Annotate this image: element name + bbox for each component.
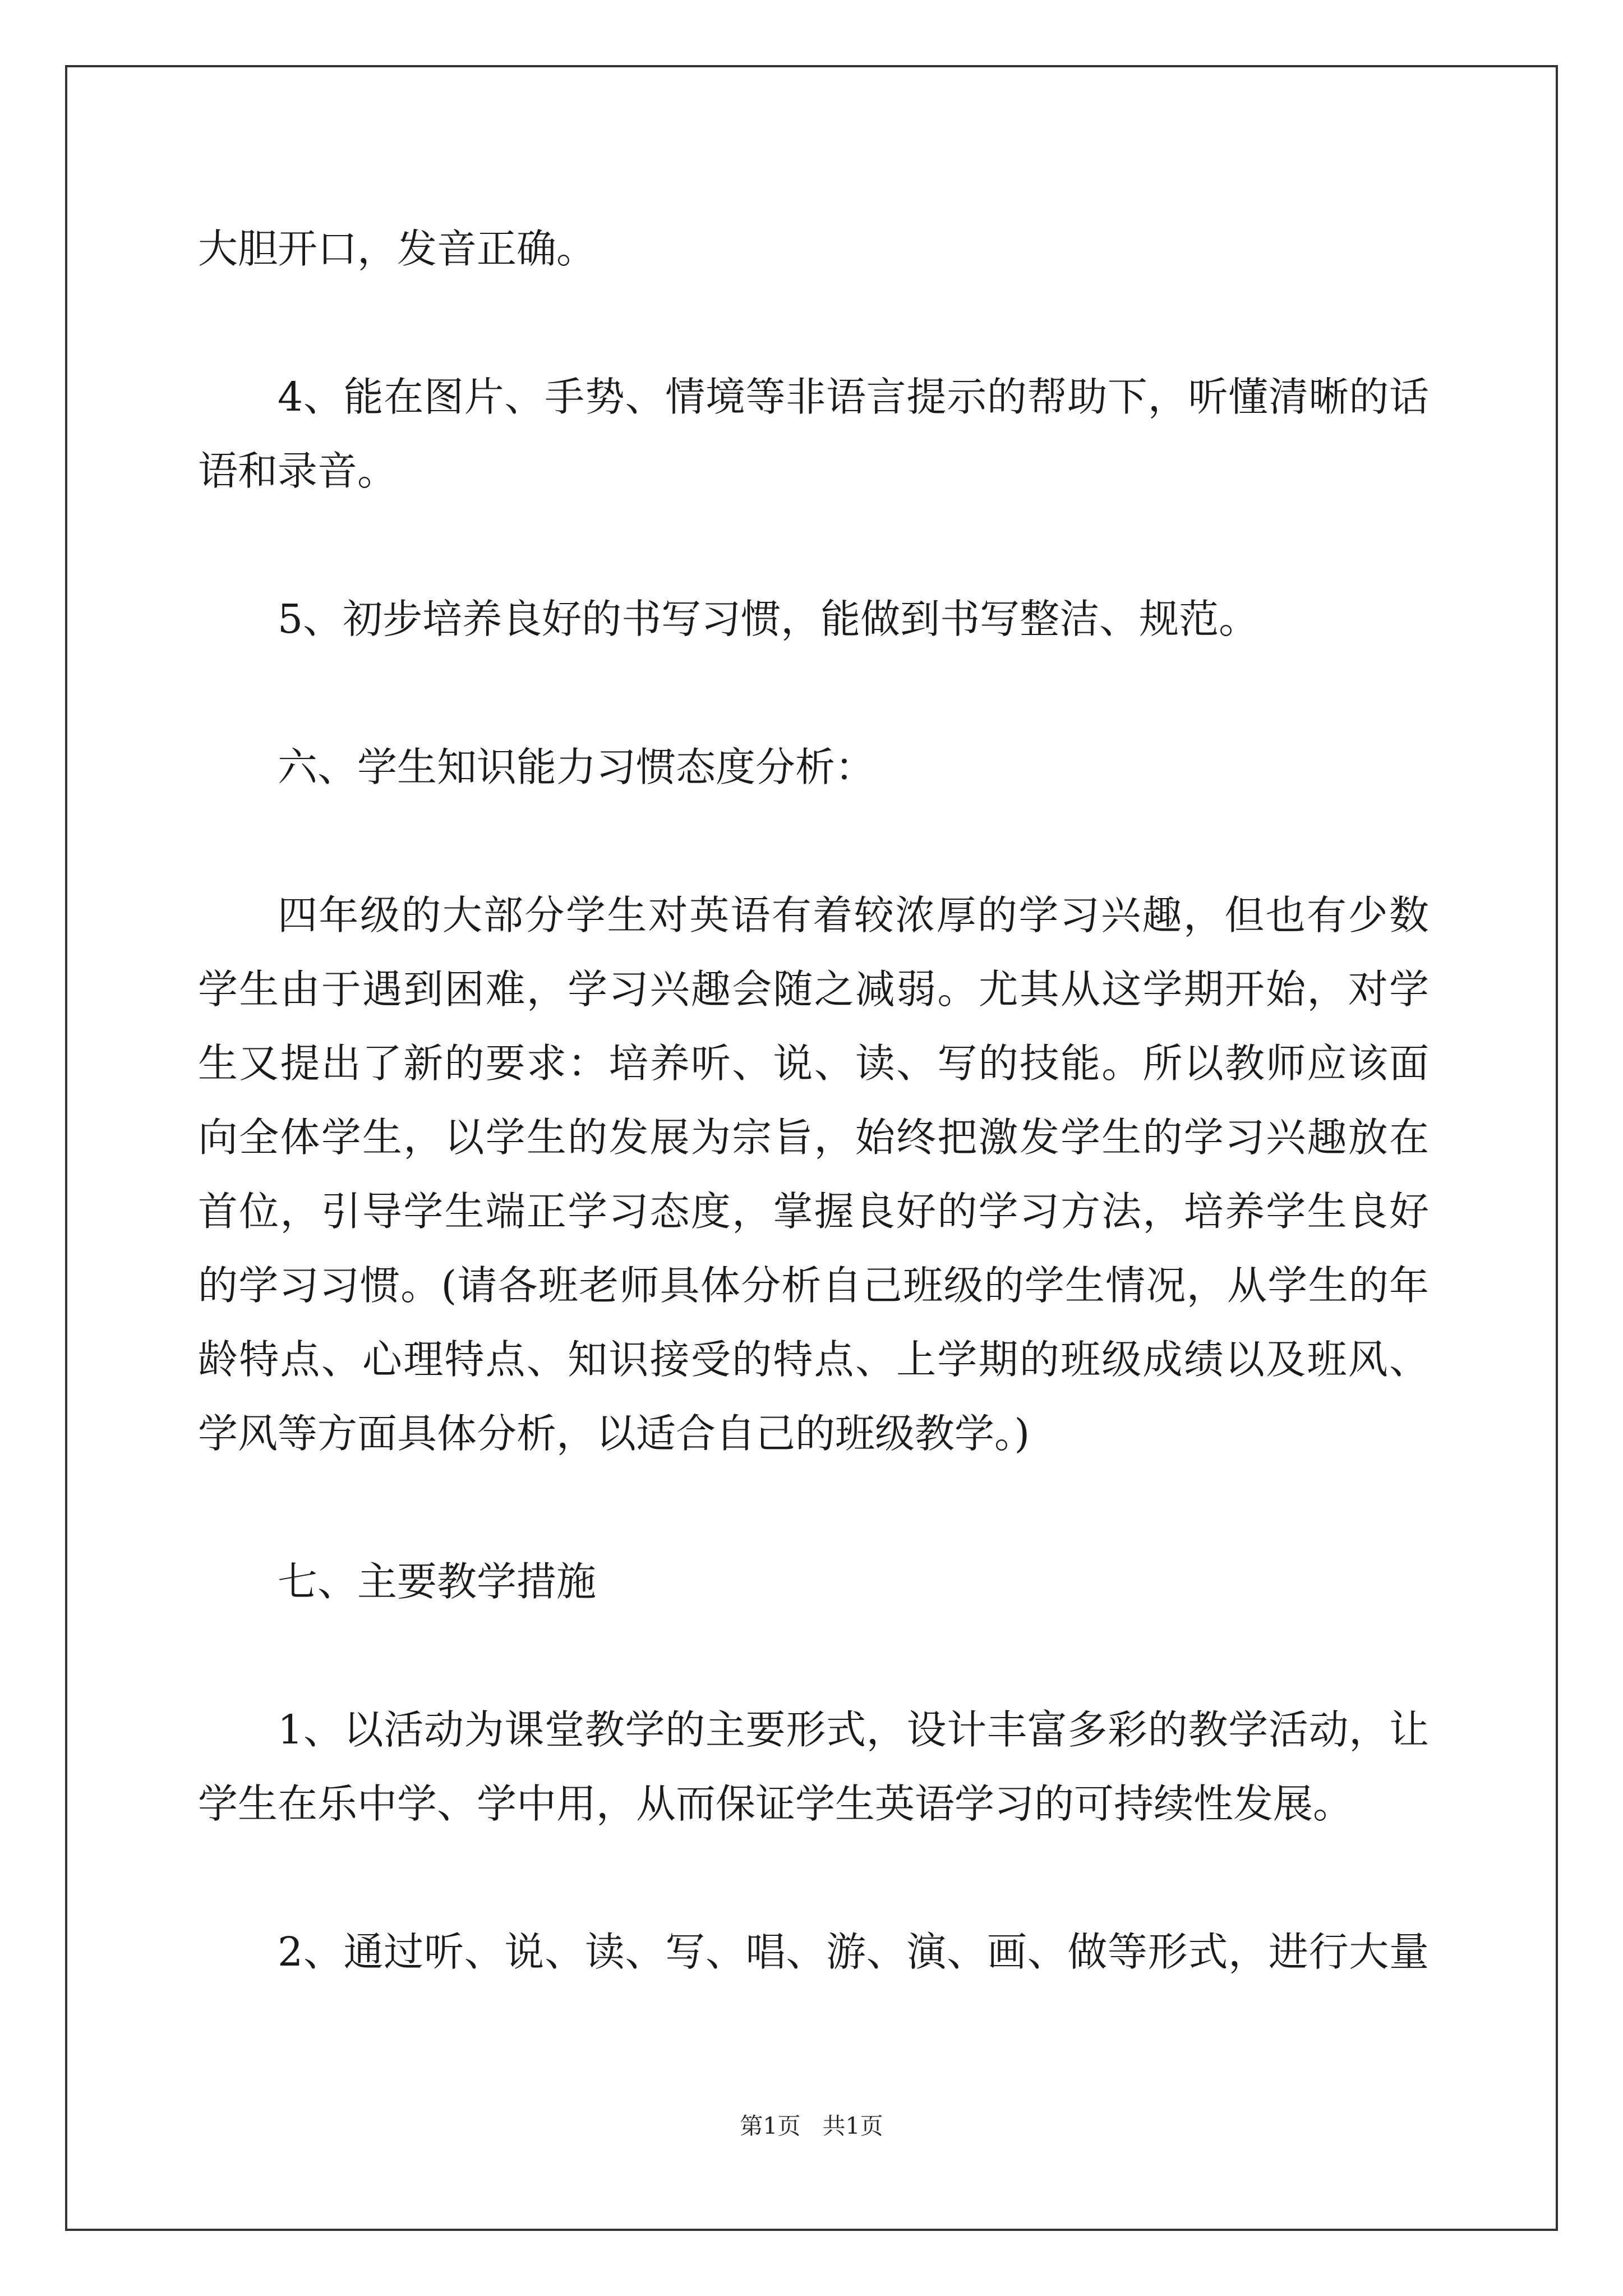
text-line: 首位，引导学生端正学习态度，掌握良好的学习方法，培养学生良好 [198,1188,1429,1235]
paragraph [198,878,1429,1471]
text-line: 学风等方面具体分析，以适合自己的班级教学。) [198,1410,1030,1457]
text-line: 学生在乐中学、学中用，从而保证学生英语学习的可持续性发展。 [198,1780,1353,1827]
text-line: 语和录音。 [198,448,398,494]
text-line: 4、能在图片、手势、情境等非语言提示的帮助下，听懂清晰的话 [278,374,1429,420]
text-line: 学生由于遇到困难，学习兴趣会随之减弱。尤其从这学期开始，对学 [198,966,1429,1013]
paragraph [198,212,1429,286]
section-heading [198,1545,1429,1619]
text-line: 生又提出了新的要求：培养听、说、读、写的技能。所以教师应该面 [198,1040,1429,1087]
text-line: 六、学生知识能力习惯态度分析： [278,744,875,790]
text-line: 的学习习惯。(请各班老师具体分析自己班级的学生情况，从学生的年 [198,1262,1429,1309]
text-line: 七、主要教学措施 [278,1558,597,1605]
paragraph [198,1915,1429,1989]
page-footer: 第1页 共1页 [740,2113,883,2139]
text-line: 2、通过听、说、读、写、唱、游、演、画、做等形式，进行大量 [278,1929,1429,1975]
text-line: 大胆开口，发音正确。 [198,226,597,272]
text-line: 龄特点、心理特点、知识接受的特点、上学期的班级成绩以及班风、 [198,1336,1429,1383]
text-line: 5、初步培养良好的书写习惯，能做到书写整洁、规范。 [278,596,1259,642]
paragraph [198,582,1429,656]
text-line: 1、以活动为课堂教学的主要形式，设计丰富多彩的教学活动，让 [278,1706,1429,1753]
section-heading [198,730,1429,804]
text-line: 四年级的大部分学生对英语有着较浓厚的学习兴趣，但也有少数 [278,892,1429,938]
paragraph [198,1693,1429,1841]
document-body [198,212,1429,1989]
paragraph [198,360,1429,508]
text-line: 向全体学生，以学生的发展为宗旨，始终把激发学生的学习兴趣放在 [198,1114,1429,1161]
